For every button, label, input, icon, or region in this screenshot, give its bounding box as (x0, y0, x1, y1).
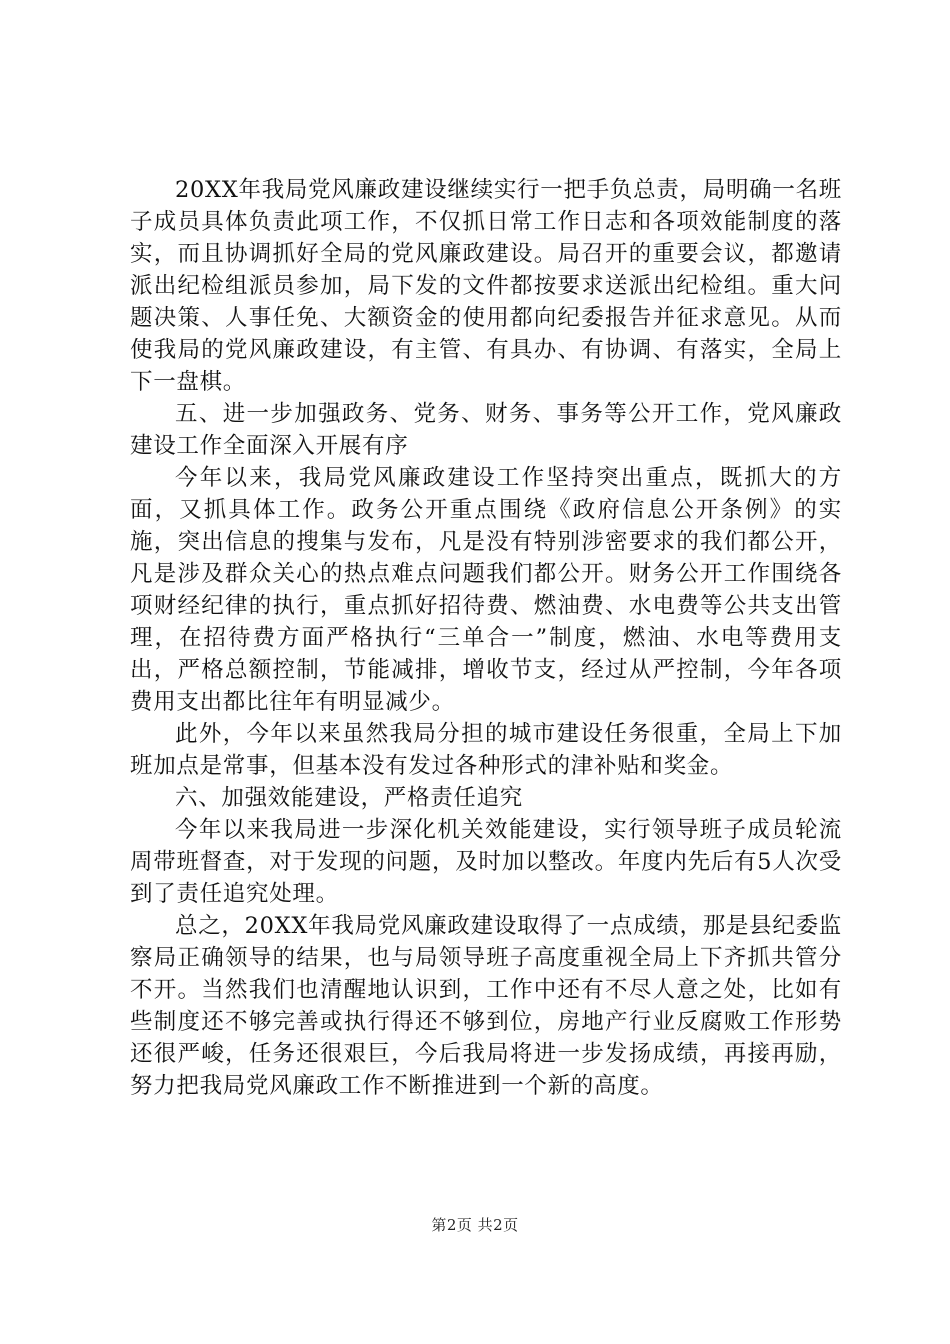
paragraph-no-subsidies: 此外，今年以来虽然我局分担的城市建设任务很重，全局上下加班加点是常事，但基本没有发过各种形式的津补贴和奖金。 (130, 721, 842, 779)
section-heading-five: 五、进一步加强政务、党务、财务、事务等公开工作，党风廉政建设工作全面深入开展有序 (130, 401, 842, 459)
document-body (130, 174, 842, 1102)
paragraph-leadership-responsibility: 20XX年我局党风廉政建设继续实行一把手负总责，局明确一名班子成员具体负责此项工作，不仅抓日常工作日志和各项效能制度的落实，而且协调抓好全局的党风廉政建设。局召开的重要会议，都邀请派出纪检组派员参加，局下发的文件都按要求送派出纪检组。重大问题决策、人事任免、大额资金的使用都向纪委报告并征求意见。从而使我局的党风廉政建设，有主管、有具办、有协调、有落实，全局上下一盘棋。 (130, 177, 842, 395)
section-heading-six: 六、加强效能建设，严格责任追究 (175, 785, 524, 811)
paragraph-conclusion: 总之，20XX年我局党风廉政建设取得了一点成绩，那是县纪委监察局正确领导的结果，也与局领导班子高度重视全局上下齐抓共管分不开。当然我们也清醒地认识到，工作中还有不尽人意之处，比如有些制度还不够完善或执行得还不够到位，房地产行业反腐败工作形势还很严峻，任务还很艰巨，今后我局将进一步发扬成绩，再接再励，努力把我局党风廉政工作不断推进到一个新的高度。 (130, 913, 842, 1099)
paragraph-efficiency: 今年以来我局进一步深化机关效能建设，实行领导班子成员轮流周带班督查，对于发现的问题，及时加以整改。年度内先后有5人次受到了责任追究处理。 (130, 817, 842, 907)
paragraph-public-affairs: 今年以来，我局党风廉政建设工作坚持突出重点，既抓大的方面，又抓具体工作。政务公开重点围绕《政府信息公开条例》的实施，突出信息的搜集与发布，凡是没有特别涉密要求的我们都公开，凡是涉及群众关心的热点难点问题我们都公开。财务公开工作围绕各项财经纪律的执行，重点抓好招待费、燃油费、水电费等公共支出管理，在招待费方面严格执行“三单合一”制度，燃油、水电等费用支出，严格总额控制，节能减排，增收节支，经过从严控制，今年各项费用支出都比往年有明显减少。 (130, 465, 842, 715)
page-number-footer: 第2页 共2页 (431, 1216, 519, 1234)
